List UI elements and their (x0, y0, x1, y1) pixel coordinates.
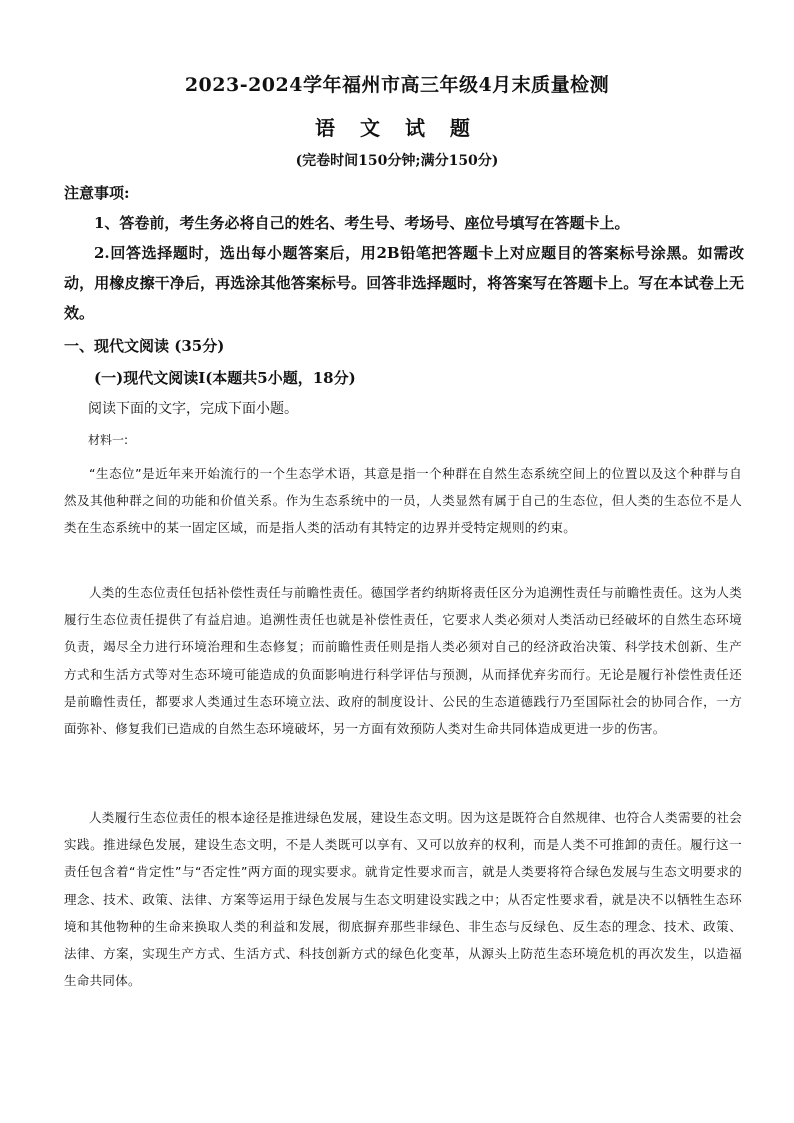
notice-item-1: 1、答卷前，考生务必将自己的姓名、考生号、考场号、座位号填写在答题卡上。 (94, 214, 630, 232)
paragraph: 人类的生态位责任包括补偿性责任与前瞻性责任。德国学者约纳斯将责任区分为追溯性责任与前瞻性责任。这为人类履行生态位责任提供了有益启迪。追溯性责任也就是补偿性责任，它要求人类必须对人类活动已经破坏的自然生态环境负责，竭尽全力进行环境治理和生态修复；而前瞻性责任则是指人类必须对自己的经济政治决策、科学技术创新、生产方式和生活方式等对生态环境可能造成的负面影响进行科学评估与预测，从而择优弃劣而行。无论是履行补偿性责任还是前瞻性责任，都要求人类通过生态环境立法、政府的制度设计、公民的生态道德践行乃至国际社会的协同合作，一方面弥补、修复我们已造成的自然生态环境破坏，另一方面有效预防人类对生命共同体造成更进一步的伤害。 (64, 585, 742, 737)
section-heading: 一、现代文阅读 (35分) (64, 337, 225, 355)
paragraph: 人类履行生态位责任的根本途径是推进绿色发展，建设生态文明。因为这是既符合自然规律、也符合人类需要的社会实践。推进绿色发展，建设生态文明，不是人类既可以享有、又可以放弃的权利，而是人类不可推卸的责任。履行这一责任包含着“肯定性”与“否定性”两方面的现实要求。就肯定性要求而言，就是人类要将符合绿色发展与生态文明要求的理念、技术、政策、法律、方案等运用于绿色发展与生态文明建设实践之中；从否定性要求看，就是决不以牺牲生态环境和其他物种的生命来换取人类的利益和发展，彻底摒弃那些非绿色、非生态与反绿色、反生态的理念、技术、政策、法律、方案，实现生产方式、生活方式、科技创新方式的绿色化变革，从源头上防范生态环境危机的再次发生，以造福生命共同体。 (64, 810, 742, 989)
subsection-heading: (一)现代文阅读Ⅰ(本题共5小题，18分) (94, 369, 356, 387)
material-label: 材料一: (88, 433, 129, 447)
reading-instruction: 阅读下面的文字，完成下面小题。 (88, 401, 298, 417)
exam-title: 2023-2024学年福州市高三年级4月末质量检测 (184, 74, 610, 96)
subject-title: 语 文 试 题 (315, 116, 479, 140)
notice-heading: 注意事项: (64, 184, 130, 202)
paragraph: “生态位”是近年来开始流行的一个生态学术语，其意是指一个种群在自然生态系统空间上的位置以及这个种群与自然及其他种群之间的功能和价值关系。作为生态系统中的一员，人类显然有属于自己的生态位，但人类的生态位不是人类在生态系统中的某一固定区域，而是指人类的活动有其特定的边界并受特定规则的约束。 (64, 466, 742, 536)
time-note: (完卷时间150分钟;满分150分) (295, 153, 499, 169)
notice-item-2: 2.回答选择题时，选出每小题答案后，用2B铅笔把答题卡上对应题目的答案标号涂黑。如需改动，用橡皮擦干净后，再选涂其他答案标号。回答非选择题时，将答案写在答题卡上。写在本试卷上无效。 (64, 244, 744, 322)
